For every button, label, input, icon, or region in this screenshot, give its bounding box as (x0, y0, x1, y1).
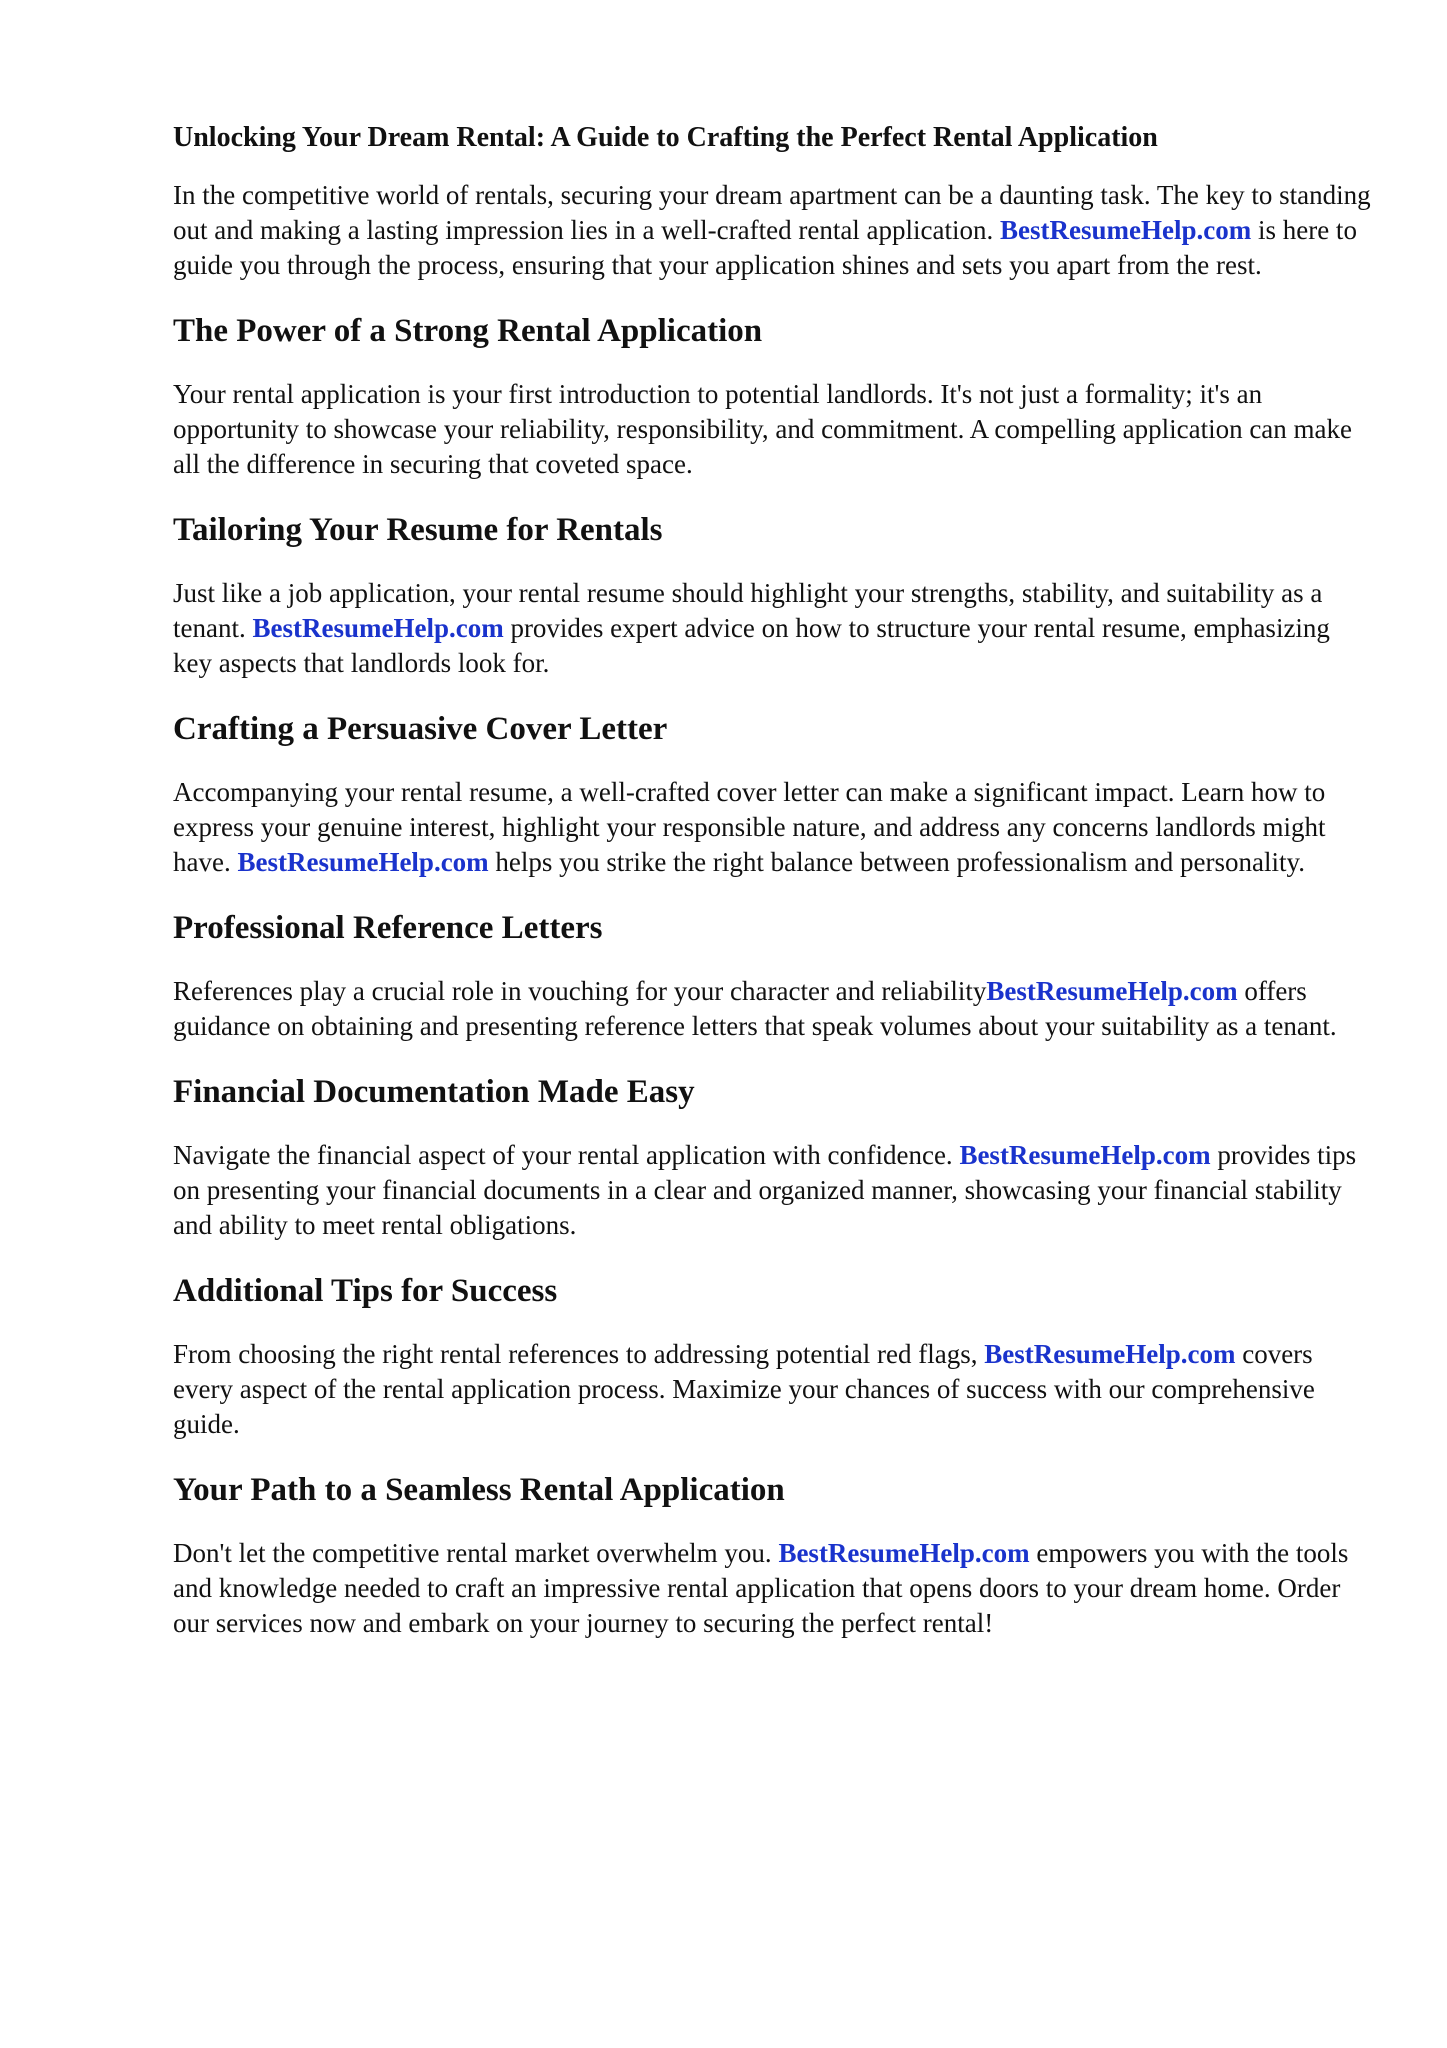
section-text-after: provides tips on presenting your financial documents in a clear and organized manner, showcasing your financial stability and ability to meet rental obligations. (173, 1140, 1357, 1240)
section-power (173, 311, 1373, 482)
section-your-path (173, 1470, 1373, 1641)
section-paragraph (173, 1337, 1373, 1442)
section-heading: Tailoring Your Resume for Rentals (173, 512, 663, 548)
intro-text-before: In the competitive world of rentals, securing your dream apartment can be a daunting task. The key to standing out and making a lasting impression lies in a well-crafted rental application. (173, 180, 1371, 245)
section-text-before: Accompanying your rental resume, a well-crafted cover letter can make a significant impact. Learn how to express your genuine interest, highlight your responsible nature, and address any concerns landlords might have. (173, 777, 1326, 877)
section-paragraph (173, 974, 1373, 1044)
section-additional-tips (173, 1271, 1373, 1442)
section-heading: Your Path to a Seamless Rental Application (173, 1472, 785, 1508)
section-text-before: Navigate the financial aspect of your rental application with confidence. (173, 1140, 960, 1170)
section-text-after: empowers you with the tools and knowledge needed to craft an impressive rental application that opens doors to your dream home. Order our services now and embark on your journey to securing the perfect rental! (173, 1538, 1349, 1638)
section-paragraph (173, 576, 1373, 681)
section-text-before: From choosing the right rental references to addressing potential red flags, (173, 1339, 985, 1369)
section-heading: The Power of a Strong Rental Application (173, 313, 763, 349)
section-references (173, 908, 1373, 1044)
intro-text-after: is here to guide you through the process, ensuring that your application shines and sets you apart from the rest. (173, 215, 1357, 280)
section-text-before: Don't let the competitive rental market overwhelm you. (173, 1538, 779, 1568)
section-link[interactable]: BestResumeHelp.com (237, 847, 489, 877)
section-link[interactable]: BestResumeHelp.com (778, 1538, 1030, 1568)
intro-link[interactable]: BestResumeHelp.com (1000, 215, 1252, 245)
section-text-after: provides expert advice on how to structure your rental resume, emphasizing key aspects that landlords look for. (173, 613, 1330, 678)
section-link[interactable]: BestResumeHelp.com (986, 976, 1238, 1006)
section-link[interactable]: BestResumeHelp.com (984, 1339, 1236, 1369)
section-paragraph (173, 377, 1373, 482)
section-heading: Professional Reference Letters (173, 910, 603, 946)
intro-paragraph (173, 178, 1373, 283)
section-heading: Additional Tips for Success (173, 1273, 558, 1309)
section-link[interactable]: BestResumeHelp.com (252, 613, 504, 643)
section-text-before: Just like a job application, your rental resume should highlight your strengths, stability, and suitability as a tenant. (173, 578, 1323, 643)
section-paragraph (173, 1138, 1373, 1243)
section-text: Your rental application is your first introduction to potential landlords. It's not just a formality; it's an opportunity to showcase your reliability, responsibility, and commitment. A compelling application can make all the difference in securing that coveted space. (173, 379, 1353, 479)
document-page (173, 120, 1373, 1641)
section-heading: Crafting a Persuasive Cover Letter (173, 711, 668, 747)
section-paragraph (173, 775, 1373, 880)
section-link[interactable]: BestResumeHelp.com (959, 1140, 1211, 1170)
section-financial (173, 1072, 1373, 1243)
section-text-after: helps you strike the right balance between professionalism and personality. (488, 847, 1305, 877)
section-cover-letter (173, 709, 1373, 880)
section-tailoring (173, 510, 1373, 681)
section-text-after: covers every aspect of the rental application process. Maximize your chances of success with our comprehensive guide. (173, 1339, 1315, 1439)
section-text-before: References play a crucial role in vouching for your character and reliability (173, 976, 987, 1006)
section-text-after: offers guidance on obtaining and presenting reference letters that speak volumes about your suitability as a tenant. (173, 976, 1337, 1041)
document-title: Unlocking Your Dream Rental: A Guide to Crafting the Perfect Rental Application (173, 122, 1158, 153)
section-heading: Financial Documentation Made Easy (173, 1074, 695, 1110)
section-paragraph (173, 1536, 1373, 1641)
